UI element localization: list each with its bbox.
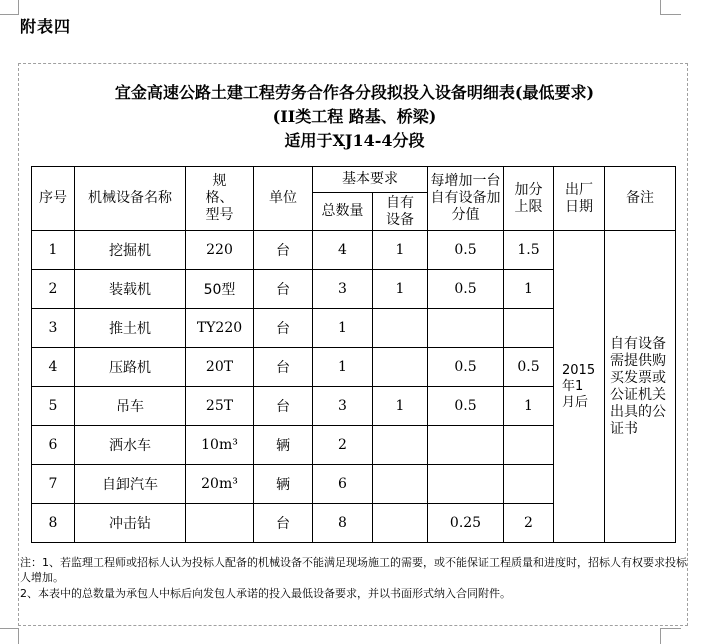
- cell-unit: 台: [254, 348, 313, 387]
- cell-bonus: 0.5: [428, 387, 504, 426]
- header-note: 备注: [605, 167, 676, 231]
- cell-bonus: 0.25: [428, 504, 504, 543]
- cell-name: 压路机: [75, 348, 186, 387]
- cell-own: [373, 348, 428, 387]
- footnote-2: 2、本表中的总数量为承包人中标后向发包人承诺的投入最低设备要求，并以书面形式纳入合同附件。: [20, 587, 511, 600]
- cell-seq: 6: [32, 426, 75, 465]
- cell-name: 推土机: [75, 309, 186, 348]
- table-scope: 适用于XJ14-4分段: [284, 131, 425, 150]
- cell-unit: 台: [254, 387, 313, 426]
- header-seq: 序号: [32, 167, 75, 231]
- cell-limit: 2: [504, 504, 554, 543]
- cell-spec: 10m³: [186, 426, 254, 465]
- cell-spec: 220: [186, 231, 254, 270]
- header-spec: 规格、型号: [186, 167, 254, 231]
- cell-bonus: [428, 426, 504, 465]
- cell-total: 8: [313, 504, 373, 543]
- header-name: 机械设备名称: [75, 167, 186, 231]
- cell-bonus: 0.5: [428, 270, 504, 309]
- cell-spec: 20T: [186, 348, 254, 387]
- cell-limit: [504, 426, 554, 465]
- cell-spec: 50型: [186, 270, 254, 309]
- cell-own: [373, 465, 428, 504]
- cell-own: 1: [373, 231, 428, 270]
- cell-spec: [186, 504, 254, 543]
- cell-spec: 20m³: [186, 465, 254, 504]
- cell-bonus: 0.5: [428, 231, 504, 270]
- cell-total: 1: [313, 309, 373, 348]
- cell-unit: 辆: [254, 426, 313, 465]
- cell-total: 1: [313, 348, 373, 387]
- cell-unit: 辆: [254, 465, 313, 504]
- cell-total: 2: [313, 426, 373, 465]
- cell-bonus: 0.5: [428, 348, 504, 387]
- cell-own: [373, 309, 428, 348]
- cell-own: 1: [373, 387, 428, 426]
- header-own: 自有设备: [373, 193, 428, 231]
- cell-seq: 4: [32, 348, 75, 387]
- table-subtitle: (II类工程 路基、桥梁): [272, 107, 437, 126]
- cell-limit: [504, 309, 554, 348]
- page-corner-mark: [0, 0, 19, 15]
- page-corner-mark: [660, 628, 681, 644]
- cell-total: 3: [313, 270, 373, 309]
- cell-unit: 台: [254, 309, 313, 348]
- table-row: [32, 231, 676, 270]
- cell-total: 6: [313, 465, 373, 504]
- equipment-table: [31, 166, 676, 543]
- cell-unit: 台: [254, 231, 313, 270]
- header-limit: 加分上限: [504, 167, 554, 231]
- cell-seq: 5: [32, 387, 75, 426]
- cell-note: 自有设备需提供购买发票或公证机关出具的公证书: [605, 231, 676, 543]
- cell-name: 冲击钻: [75, 504, 186, 543]
- header-basic: 基本要求: [313, 167, 428, 193]
- cell-own: [373, 426, 428, 465]
- cell-total: 4: [313, 231, 373, 270]
- cell-seq: 8: [32, 504, 75, 543]
- cell-limit: 0.5: [504, 348, 554, 387]
- header-unit: 单位: [254, 167, 313, 231]
- cell-limit: 1: [504, 270, 554, 309]
- header-date: 出厂日期: [554, 167, 605, 231]
- cell-bonus: [428, 309, 504, 348]
- cell-name: 吊车: [75, 387, 186, 426]
- cell-spec: 25T: [186, 387, 254, 426]
- header-total: 总数量: [313, 193, 373, 231]
- cell-name: 装载机: [75, 270, 186, 309]
- cell-name: 洒水车: [75, 426, 186, 465]
- cell-seq: 3: [32, 309, 75, 348]
- cell-seq: 1: [32, 231, 75, 270]
- cell-own: [373, 504, 428, 543]
- cell-limit: 1: [504, 387, 554, 426]
- cell-name: 挖掘机: [75, 231, 186, 270]
- cell-limit: [504, 465, 554, 504]
- cell-unit: 台: [254, 270, 313, 309]
- cell-name: 自卸汽车: [75, 465, 186, 504]
- cell-unit: 台: [254, 504, 313, 543]
- footnote-1: 注：1、若监理工程师或招标人认为投标人配备的机械设备不能满足现场施工的需要，或不能保证工程质量和进度时，招标人有权要求投标人增加。: [20, 556, 687, 584]
- cell-bonus: [428, 465, 504, 504]
- cell-limit: 1.5: [504, 231, 554, 270]
- table-title: 宜金高速公路土建工程劳务合作各分段拟投入设备明细表(最低要求): [114, 83, 595, 102]
- cell-seq: 7: [32, 465, 75, 504]
- cell-spec: TY220: [186, 309, 254, 348]
- cell-total: 3: [313, 387, 373, 426]
- cell-own: 1: [373, 270, 428, 309]
- page-corner-mark: [660, 0, 681, 15]
- cell-date: 2015年1月后: [554, 231, 605, 543]
- header-bonus: 每增加一台自有设备加分值: [428, 167, 504, 231]
- appendix-heading: 附表四: [20, 17, 72, 36]
- page-corner-mark: [0, 628, 19, 644]
- cell-seq: 2: [32, 270, 75, 309]
